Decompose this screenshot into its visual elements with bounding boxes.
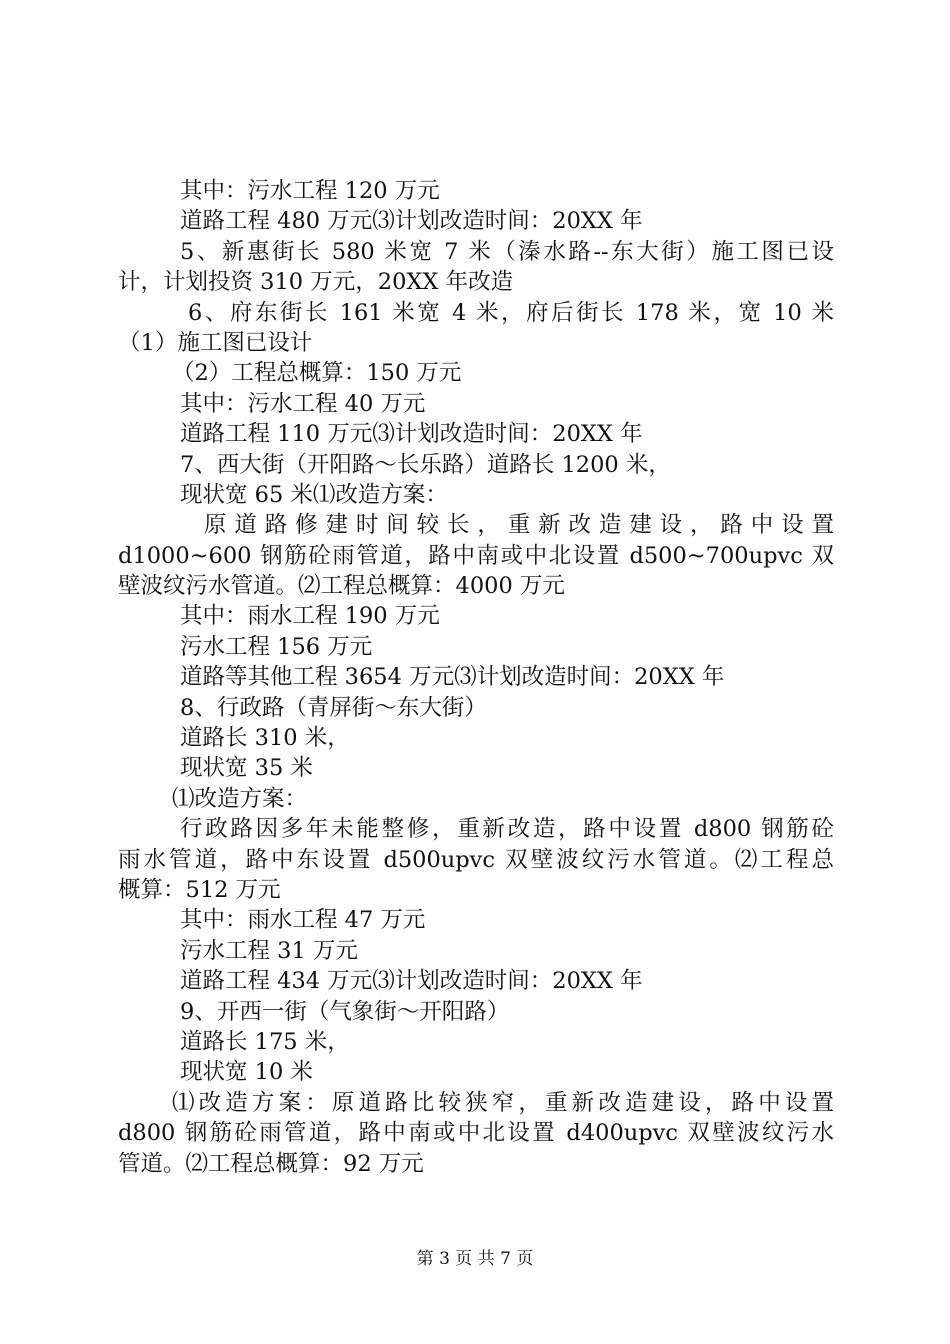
text-line: （2）工程总概算：150 万元	[172, 360, 462, 387]
text-line: 管道。⑵工程总概算：92 万元	[118, 1150, 424, 1177]
text-line: d800 钢筋砼雨管道，路中南或中北设置 d400upvc 双壁波纹污水	[118, 1120, 834, 1147]
text-line: 计，计划投资 310 万元，20XX 年改造	[118, 269, 514, 296]
text-line: 6、府东街长 161 米宽 4 米，府后街长 178 米，宽 10 米	[188, 299, 834, 326]
text-line: 7、西大街（开阳路～长乐路）道路长 1200 米，	[180, 451, 671, 478]
page-footer: 第 3 页 共 7 页	[416, 1249, 534, 1269]
text-line: 道路长 310 米，	[180, 725, 350, 752]
text-line: 其中：雨水工程 190 万元	[180, 603, 440, 630]
text-line: 5、新惠街长 580 米宽 7 米（溱水路--东大街）施工图已设	[180, 238, 834, 265]
text-line: 概算：512 万元	[118, 876, 281, 903]
text-line: 现状宽 65 米⑴改造方案：	[180, 481, 448, 508]
text-line: 壁波纹污水管道。⑵工程总概算：4000 万元	[118, 573, 565, 600]
text-line: 现状宽 10 米	[180, 1059, 313, 1086]
text-line: ⑴改造方案：原道路比较狭窄，重新改造建设，路中设置	[172, 1089, 834, 1116]
text-line: 其中：污水工程 120 万元	[180, 178, 440, 204]
text-line: 9、开西一街（气象街～开阳路）	[180, 998, 510, 1025]
text-line: 道路工程 434 万元⑶计划改造时间：20XX 年	[180, 968, 643, 995]
text-line: 道路工程 480 万元⑶计划改造时间：20XX 年	[180, 208, 643, 235]
text-line: （1）施工图已设计	[118, 329, 313, 356]
text-line: 雨水管道，路中东设置 d500upvc 双壁波纹污水管道。⑵工程总	[118, 846, 834, 873]
text-line: 其中：雨水工程 47 万元	[180, 907, 426, 934]
text-line: d1000~600 钢筋砼雨管道，路中南或中北设置 d500~700upvc 双	[118, 542, 834, 569]
text-line: 污水工程 31 万元	[180, 937, 358, 964]
text-line: 其中：污水工程 40 万元	[180, 390, 426, 417]
text-line: 8、行政路（青屏街～东大街）	[180, 694, 487, 721]
text-line: 行政路因多年未能整修，重新改造，路中设置 d800 钢筋砼	[180, 816, 834, 843]
text-line: 道路工程 110 万元⑶计划改造时间：20XX 年	[180, 421, 643, 448]
text-line: 现状宽 35 米	[180, 755, 313, 782]
text-line: ⑴改造方案：	[172, 785, 308, 812]
text-line: 原道路修建时间较长，重新改造建设，路中设置	[204, 512, 834, 539]
text-line: 污水工程 156 万元	[180, 633, 373, 660]
text-line: 道路等其他工程 3654 万元⑶计划改造时间：20XX 年	[180, 664, 725, 691]
document-body	[118, 176, 834, 1179]
text-line: 道路长 175 米，	[180, 1028, 350, 1055]
